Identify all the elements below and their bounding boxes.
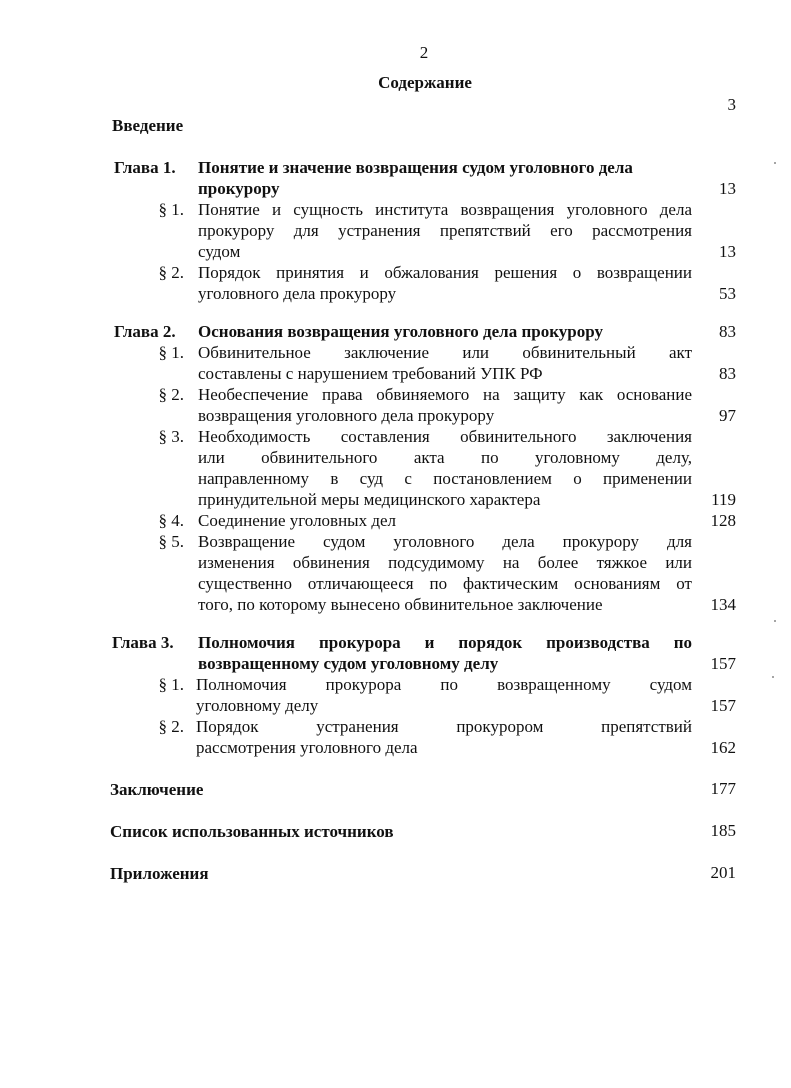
ch2-section-1-line-1: Обвинительное заключение или обвинительный акт (198, 343, 692, 362)
ch2-section-2-page: 97 (719, 406, 736, 425)
chapter-2-title-line-1: Основания возвращения уголовного дела прокурору (198, 322, 603, 341)
ch2-section-5-line-2: изменения обвинения подсудимому на более тяжкое или (198, 553, 692, 572)
conclusion-label: Заключение (110, 780, 204, 799)
ch3-section-1-page: 157 (710, 696, 736, 715)
ch2-section-5-page: 134 (710, 595, 736, 614)
chapter-2-page: 83 (719, 322, 736, 341)
ch2-section-5-line-4: того, по которому вынесено обвинительное заключение (198, 595, 603, 614)
ch1-section-1-line-1: Понятие и сущность института возвращения уголовного дела (198, 200, 692, 219)
sources-page: 185 (710, 821, 736, 840)
intro-label: Введение (112, 116, 184, 135)
chapter-3-title-line-1: Полномочия прокурора и порядок производства по (198, 633, 692, 652)
ch2-section-1-label: § 1. (158, 343, 184, 362)
appendices-page: 201 (710, 863, 736, 882)
ch2-section-2-label: § 2. (158, 385, 184, 404)
ch2-section-3-line-4: принудительной меры медицинского характера (198, 490, 541, 509)
ch3-section-1-label: § 1. (158, 675, 184, 694)
ch2-section-3-line-1: Необходимость составления обвинительного заключения (198, 427, 692, 446)
ch1-section-2-label: § 2. (158, 263, 184, 282)
ch1-section-1-page: 13 (719, 242, 736, 261)
ch2-section-3-page: 119 (711, 490, 736, 509)
chapter-1-title-line-2: прокурору (198, 179, 280, 198)
ch2-section-2-line-1: Необеспечение права обвиняемого на защиту как основание (198, 385, 692, 404)
conclusion-page: 177 (710, 779, 736, 798)
chapter-1-label: Глава 1. (114, 158, 176, 177)
chapter-2-label: Глава 2. (114, 322, 176, 341)
ch3-section-1-line-2: уголовному делу (196, 696, 319, 715)
ch2-section-4-label: § 4. (158, 511, 184, 530)
ch1-section-2-line-1: Порядок принятия и обжалования решения о возвращении (198, 263, 692, 282)
ch3-section-2-page: 162 (710, 738, 736, 757)
chapter-3-title-line-2: возвращенному судом уголовному делу (198, 654, 499, 673)
ch2-section-1-line-2: составлены с нарушением требований УПК РФ (198, 364, 543, 383)
ch3-section-2-line-2: рассмотрения уголовного дела (196, 738, 418, 757)
ch3-section-2-label: § 2. (158, 717, 184, 736)
scan-speck (774, 162, 776, 164)
ch2-section-1-page: 83 (719, 364, 736, 383)
ch1-section-1-line-2: прокурору для устранения препятствий его рассмотрения (198, 221, 692, 240)
ch3-section-2-line-1: Порядок устранения прокурором препятствий (196, 717, 692, 736)
page-number: 2 (419, 43, 429, 62)
ch2-section-5-line-1: Возвращение судом уголовного дела прокурору для (198, 532, 692, 551)
chapter-1-title-line-1: Понятие и значение возвращения судом уголовного дела (198, 158, 633, 177)
toc-title: Содержание (378, 73, 472, 92)
sources-label: Список использованных источников (110, 822, 394, 841)
scan-speck (772, 676, 774, 678)
ch2-section-2-line-2: возвращения уголовного дела прокурору (198, 406, 495, 425)
chapter-1-page: 13 (719, 179, 736, 198)
ch1-section-1-line-3: судом (198, 242, 241, 261)
scan-speck (774, 620, 776, 622)
ch2-section-3-line-3: направленному в суд с постановлением о применении (198, 469, 692, 488)
appendices-label: Приложения (110, 864, 209, 883)
ch2-section-3-line-2: или обвинительного акта по уголовному делу, (198, 448, 692, 467)
ch2-section-3-label: § 3. (158, 427, 184, 446)
ch1-section-2-line-2: уголовного дела прокурору (198, 284, 397, 303)
chapter-3-page: 157 (710, 654, 736, 673)
intro-page: 3 (727, 95, 736, 114)
ch2-section-5-label: § 5. (158, 532, 184, 551)
ch1-section-1-label: § 1. (158, 200, 184, 219)
ch2-section-4-line-1: Соединение уголовных дел (198, 511, 397, 530)
ch1-section-2-page: 53 (719, 284, 736, 303)
ch2-section-4-page: 128 (710, 511, 736, 530)
chapter-3-label: Глава 3. (112, 633, 174, 652)
ch2-section-5-line-3: существенно отличающееся по фактическим основаниям от (198, 574, 692, 593)
ch3-section-1-line-1: Полномочия прокурора по возвращенному судом (196, 675, 692, 694)
